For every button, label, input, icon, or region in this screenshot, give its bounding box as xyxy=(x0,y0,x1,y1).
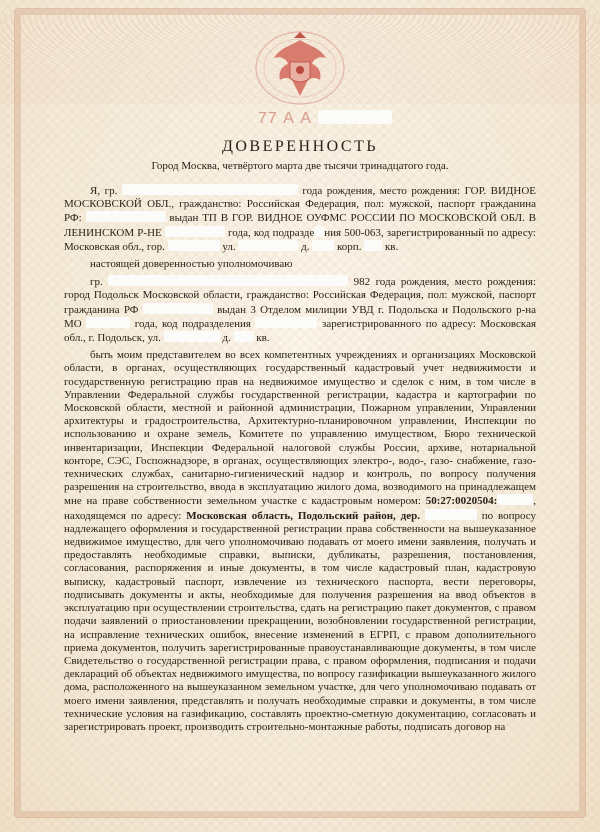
redacted-field xyxy=(312,240,334,251)
text-segment: быть моим представителем во всех компетентных учреждениях и организациях Московской области, в органах, осуществляющих государственный кадастровый учет недвижимости и государственную регистрацию прав на недвижимое имущество и сделок с ним, в том числе в Управлении Федеральной службы государственной регистрации, кадастра и картографии по Московской области, местной и районной администрации, Пожарном управлении, Управлении архитектуры и градостроительства, Архитектурно-планировочном управлении, Инспекции по использованию и охране земель, Комитете по управлению имуществом, Бюро технической инвентаризации, Инспекции Федеральной налоговой службы России, архиве, нотариальной конторе, СЭС, Госпожнадзоре, в органах, осуществляющих электро-, водо-, газо- снабжение, газо-технических службах, санитарно-гигиенический надзор и контроль, по вопросу получения разрешения на строительство, ввода в эксплуатацию жилого дома, возводимого на принадлежащем мне на праве собственности земельном участке с кадастровым номером: xyxy=(64,349,536,508)
redacted-field xyxy=(168,240,220,251)
redacted-field xyxy=(122,184,298,195)
text-segment: кв. xyxy=(384,240,399,253)
redacted-field xyxy=(314,226,324,237)
redacted-field xyxy=(238,240,298,251)
redacted-field xyxy=(165,226,225,237)
redacted-field xyxy=(108,275,348,286)
text-segment: года, код подразде xyxy=(228,226,315,239)
text-segment: , находящемся по адресу: xyxy=(64,495,536,522)
redacted-field xyxy=(364,240,382,251)
text-segment: Я, гр. xyxy=(90,185,118,197)
text-segment: года рождения, место рождения: ГОР. ВИДНОЕ МОСКОВСКОЙ ОБЛ., гражданство: Российская Федерация, пол: мужской, паспорт гражданина РФ: xyxy=(64,185,536,225)
redacted-field xyxy=(86,317,130,328)
redacted-field xyxy=(143,303,213,314)
principal-paragraph xyxy=(64,184,536,254)
authorization-line: настоящей доверенностью уполномочиваю xyxy=(90,258,293,271)
serial-prefix: 77 А А xyxy=(258,110,313,127)
text-segment: по вопросу надлежащего оформления и государственной регистрации права собственности на вышеуказанное недвижимое имущество, для чего уполномочиваю подавать от моего имени заявления, получать и предоставлять необходимые справки, выписки, дубликаты, разрешения, постановления, согласования, распоряжения и иные документы, в том числе кадастровый план, кадастровую выписку, кадастровый паспорт, извлечение из технического паспорта, вести переговоры, подписывать документы и акты, необходимые для получения разрешения на ввод объектов в эксплуатацию при осуществлении строительства, сдать на регистрацию пакет документов, с правом подачи заявлений о приостановлении прекращении, возобновлении государственной регистрации, на исправление технических ошибок, внесение изменений в ЕГРП, с правом дополнительного приема документов, получить зарегистрированные правоустанавливающие документы, в том числе Свидетельство о государственной регистрации права, с правом оформления, подписания и подачи деклараций об объектах недвижимого имущества, по вопросу газификации вышеуказанного жилого дома, расположенного на вышеуказанном земельном участке, для чего уполномочиваю подавать от моего имени заявления, представлять и получать необходимые справки и документы, в том числе технические условия на газификацию, составлять проектно-сметную документацию, согласовать и зарегистрировать проект, производить строительно-монтажные работы, подписать договор на xyxy=(64,509,537,733)
redacted-field xyxy=(425,509,477,520)
text-segment: ул. xyxy=(222,240,236,253)
text-segment: кв. xyxy=(256,332,270,345)
text-segment: выдан ТП В ГОР. ВИДНОЕ ОУФМС РОССИИ ПО МОСКОВСКОЙ ОБЛ. В ЛЕНИНСКОМ Р-НЕ xyxy=(64,212,537,239)
redacted-field xyxy=(234,331,254,342)
text-segment: гр. xyxy=(90,276,103,289)
text-segment: 982 года рождения, место рождения: город Подольск Московской области, гражданство: Российская Федерация, пол: мужской, паспорт гражданина РФ xyxy=(64,276,537,316)
text-segment: выдан 3 Отделом милиции УВД г. Подольска и Подольского р-на МО xyxy=(64,303,537,330)
representative-paragraph xyxy=(64,275,536,345)
powers-paragraph xyxy=(64,349,536,734)
text-segment: д. xyxy=(301,240,310,253)
text-segment: зарегистрированного по адресу: Московская обл., г. Подольск, ул. xyxy=(64,317,537,345)
redacted-field xyxy=(318,110,392,124)
document-title: ДОВЕРЕННОСТЬ xyxy=(221,138,379,155)
property-address: Московская область, Подольский район, дер. xyxy=(186,509,420,522)
text-segment: ния 500-063, зарегистрированный по адресу: Московская обл., гор. xyxy=(64,226,536,253)
text-segment: д. xyxy=(222,332,231,345)
redacted-field xyxy=(255,317,317,328)
form-serial-number xyxy=(258,110,392,128)
document-place-date: Город Москва, четвёртого марта две тысячи тринадцатого года. xyxy=(151,160,449,172)
text-segment: года, код подразделения xyxy=(134,317,251,330)
redacted-field xyxy=(86,211,166,222)
redacted-field xyxy=(164,331,220,342)
text-segment: корп. xyxy=(337,240,362,253)
document-body xyxy=(64,184,536,738)
state-emblem-icon xyxy=(250,26,350,108)
redacted-field xyxy=(497,494,533,505)
cadastral-number: 50:27:0020504: xyxy=(425,495,498,508)
